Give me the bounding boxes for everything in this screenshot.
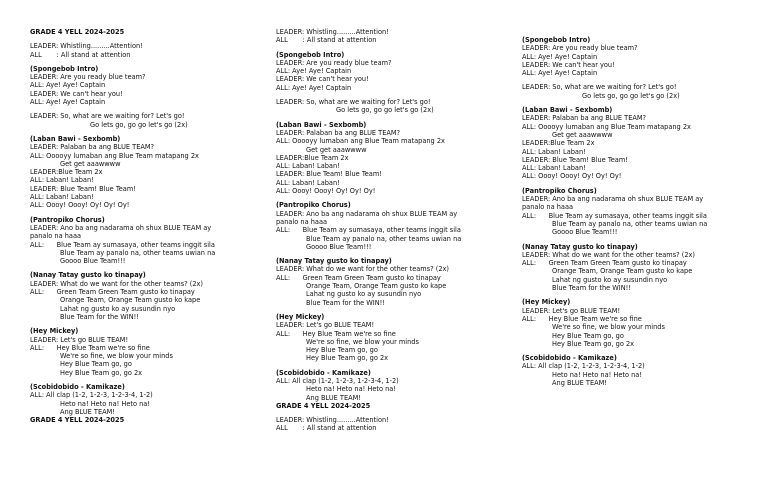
text-line: ALL: Green Team Green Team gusto ko tinapay — [522, 259, 687, 268]
document-column-2 — [276, 28, 516, 433]
text-line: ALL : All stand at attention — [30, 50, 131, 59]
text-line: We're so fine, we blow your minds — [306, 337, 419, 346]
text-line: ALL: Oooy! Oooy! Oy! Oy! Oy! — [522, 172, 622, 181]
text-line: ALL: Laban! Laban! — [522, 164, 586, 173]
section-heading: (Pantropiko Chorus) — [522, 186, 597, 195]
text-line: panalo na haaa — [276, 217, 328, 226]
text-line: Goooo Blue Team!!! — [60, 257, 126, 266]
section-heading: (Laban Bawi - Sexbomb) — [30, 134, 121, 143]
text-line: Get get aaawwww — [552, 130, 613, 139]
text-line: Ang BLUE TEAM! — [60, 407, 115, 416]
document-column-1 — [30, 28, 270, 424]
text-line: Ang BLUE TEAM! — [306, 393, 361, 402]
section-heading: (Pantropiko Chorus) — [276, 201, 351, 210]
section-heading: (Nanay Tatay gusto ko tinapay) — [30, 271, 146, 280]
text-line: ALL: All clap (1-2, 1-2-3, 1-2-3-4, 1-2) — [522, 362, 645, 371]
text-line: ALL: Laban! Laban! — [522, 147, 586, 156]
text-line: LEADER: Palaban ba ang BLUE TEAM? — [522, 114, 647, 123]
text-line: panalo na haaa — [30, 232, 82, 241]
text-line: ALL: Green Team Green Team gusto ko tinapay — [276, 273, 441, 282]
text-line: LEADER: Whistling.........Attention! — [276, 416, 389, 425]
text-line: LEADER: What do we want for the other teams? (2x) — [276, 265, 449, 274]
text-line: LEADER: Let's go BLUE TEAM! — [522, 306, 621, 315]
text-line: ALL : All stand at attention — [276, 36, 377, 45]
text-line: Lahat ng gusto ko ay susundin nyo — [60, 304, 176, 313]
text-line: LEADER: So, what are we waiting for? Let's go! — [30, 112, 185, 121]
text-line: Go lets go, go go let's go (2x) — [90, 120, 188, 129]
section-heading: GRADE 4 YELL 2024-2025 — [276, 401, 371, 410]
text-line: LEADER: Are you ready blue team? — [522, 44, 638, 53]
section-heading: (Hey Mickey) — [276, 312, 325, 321]
text-line: ALL: Blue Team ay sumasaya, other teams inggit sila — [30, 240, 215, 249]
text-line: LEADER: Ano ba ang nadarama oh shux BLUE TEAM ay — [30, 223, 212, 232]
text-line: Hey Blue Team go, go — [60, 360, 132, 369]
text-line: ALL: Hey Blue Team we're so fine — [30, 343, 150, 352]
section-heading: (Laban Bawi - Sexbomb) — [276, 120, 367, 129]
text-line: Blue Team for the WIN!! — [306, 298, 385, 307]
text-line: Go lets go, go go let's go (2x) — [582, 91, 680, 100]
text-line: LEADER: So, what are we waiting for? Let's go! — [522, 83, 677, 92]
text-line: LEADER:Blue Team 2x — [276, 153, 349, 162]
text-line: ALL: Oooy! Oooy! Oy! Oy! Oy! — [276, 187, 376, 196]
text-line: LEADER: Whistling.........Attention! — [276, 28, 389, 36]
text-line: ALL: All clap (1-2, 1-2-3, 1-2-3-4, 1-2) — [30, 391, 153, 400]
text-line: Get get aaawwww — [60, 159, 121, 168]
section-heading: (Scobidobido - Kamikaze) — [276, 368, 371, 377]
text-line: Heto na! Heto na! Heto na! — [306, 385, 396, 394]
text-line: Go lets go, go go let's go (2x) — [336, 106, 434, 115]
text-line: ALL: Hey Blue Team we're so fine — [522, 314, 642, 323]
section-heading: (Nanay Tatay gusto ko tinapay) — [522, 242, 638, 251]
text-line: ALL : All stand at attention — [276, 424, 377, 433]
text-line: LEADER: We can't hear you! — [276, 75, 369, 84]
section-heading: (Laban Bawi - Sexbomb) — [522, 106, 613, 115]
text-line: LEADER: Ano ba ang nadarama oh shux BLUE TEAM ay — [276, 209, 458, 218]
text-line: LEADER: Let's go BLUE TEAM! — [30, 335, 129, 344]
text-line: LEADER: Whistling.........Attention! — [30, 42, 143, 51]
section-heading: (Scobidobido - Kamikaze) — [30, 382, 125, 391]
text-line: LEADER: Are you ready blue team? — [30, 73, 146, 82]
text-line: LEADER: We can't hear you! — [522, 60, 615, 69]
text-line: Hey Blue Team go, go — [552, 331, 624, 340]
text-line: Blue Team ay panalo na, other teams uwian na — [60, 248, 216, 257]
text-line: ALL: Aye! Aye! Captain — [276, 83, 352, 92]
text-line: ALL: Aye! Aye! Captain — [522, 52, 598, 61]
section-heading: (Hey Mickey) — [30, 327, 79, 336]
text-line: LEADER: Palaban ba ang BLUE TEAM? — [30, 143, 155, 152]
text-line: ALL: Hey Blue Team we're so fine — [276, 329, 396, 338]
text-line: Blue Team for the WIN!! — [552, 284, 631, 293]
text-line: ALL: Oooy! Oooy! Oy! Oy! Oy! — [30, 201, 130, 210]
section-heading: (Pantropiko Chorus) — [30, 215, 105, 224]
text-line: LEADER: So, what are we waiting for? Let's go! — [276, 98, 431, 107]
text-line: ALL: All clap (1-2, 1-2-3, 1-2-3-4, 1-2) — [276, 376, 399, 385]
text-line: LEADER: Are you ready blue team? — [276, 58, 392, 67]
text-line: We're so fine, we blow your minds — [552, 323, 665, 332]
text-line: LEADER: Blue Team! Blue Team! — [522, 155, 628, 164]
document-column-3 — [522, 36, 762, 387]
text-line: ALL: Blue Team ay sumasaya, other teams inggit sila — [522, 211, 707, 220]
text-line: ALL: Ooooyy lumaban ang Blue Team matapang 2x — [276, 137, 445, 146]
text-line: ALL: Ooooyy lumaban ang Blue Team matapang 2x — [522, 122, 691, 131]
section-heading: (Nanay Tatay gusto ko tinapay) — [276, 257, 392, 266]
text-line: Blue Team ay panalo na, other teams uwian na — [552, 219, 708, 228]
section-heading: (Spongebob Intro) — [276, 50, 345, 59]
text-line: Lahat ng gusto ko ay susundin nyo — [306, 290, 422, 299]
section-heading: (Spongebob Intro) — [522, 36, 591, 44]
text-line: ALL: Laban! Laban! — [276, 178, 340, 187]
text-line: Get get aaawwww — [306, 145, 367, 154]
text-line: Hey Blue Team go, go 2x — [306, 354, 389, 363]
text-line: Orange Team, Orange Team gusto ko kape — [306, 282, 447, 291]
text-line: Goooo Blue Team!!! — [552, 228, 618, 237]
text-line: Lahat ng gusto ko ay susundin nyo — [552, 275, 668, 284]
text-line: ALL: Aye! Aye! Captain — [30, 98, 106, 107]
text-line: Blue Team for the WIN!! — [60, 312, 139, 321]
section-heading: GRADE 4 YELL 2024-2025 — [30, 416, 125, 425]
text-line: LEADER: Ano ba ang nadarama oh shux BLUE TEAM ay — [522, 195, 704, 204]
text-line: Blue Team ay panalo na, other teams uwian na — [306, 234, 462, 243]
text-line: Hey Blue Team go, go 2x — [552, 339, 635, 348]
text-line: LEADER:Blue Team 2x — [30, 168, 103, 177]
text-line: Orange Team, Orange Team gusto ko kape — [552, 267, 693, 276]
text-line: ALL: Aye! Aye! Captain — [522, 69, 598, 78]
section-heading: (Scobidobido - Kamikaze) — [522, 354, 617, 363]
text-line: ALL: Aye! Aye! Captain — [276, 67, 352, 76]
text-line: ALL: Blue Team ay sumasaya, other teams inggit sila — [276, 226, 461, 235]
text-line: ALL: Laban! Laban! — [276, 162, 340, 171]
section-heading: (Hey Mickey) — [522, 298, 571, 307]
text-line: ALL: Aye! Aye! Captain — [30, 81, 106, 90]
text-line: panalo na haaa — [522, 203, 574, 212]
text-line: ALL: Laban! Laban! — [30, 176, 94, 185]
text-line: LEADER: What do we want for the other teams? (2x) — [522, 250, 695, 259]
text-line: Hey Blue Team go, go 2x — [60, 368, 143, 377]
text-line: Heto na! Heto na! Heto na! — [552, 370, 642, 379]
text-line: LEADER: What do we want for the other teams? (2x) — [30, 279, 203, 288]
text-line: LEADER: Let's go BLUE TEAM! — [276, 321, 375, 330]
text-line: LEADER: Blue Team! Blue Team! — [276, 170, 382, 179]
text-line: ALL: Ooooyy lumaban ang Blue Team matapang 2x — [30, 151, 199, 160]
text-line: LEADER:Blue Team 2x — [522, 139, 595, 148]
section-heading: (Spongebob Intro) — [30, 64, 99, 73]
text-line: ALL: Green Team Green Team gusto ko tinapay — [30, 288, 195, 297]
text-line: ALL: Laban! Laban! — [30, 193, 94, 202]
text-line: LEADER: We can't hear you! — [30, 89, 123, 98]
text-line: Ang BLUE TEAM! — [552, 378, 607, 387]
text-line: Goooo Blue Team!!! — [306, 242, 372, 251]
text-line: LEADER: Blue Team! Blue Team! — [30, 184, 136, 193]
text-line: Hey Blue Team go, go — [306, 346, 378, 355]
text-line: Orange Team, Orange Team gusto ko kape — [60, 296, 201, 305]
section-heading: GRADE 4 YELL 2024-2025 — [30, 28, 125, 36]
text-line: Heto na! Heto na! Heto na! — [60, 399, 150, 408]
text-line: LEADER: Palaban ba ang BLUE TEAM? — [276, 128, 401, 137]
text-line: We're so fine, we blow your minds — [60, 352, 173, 361]
